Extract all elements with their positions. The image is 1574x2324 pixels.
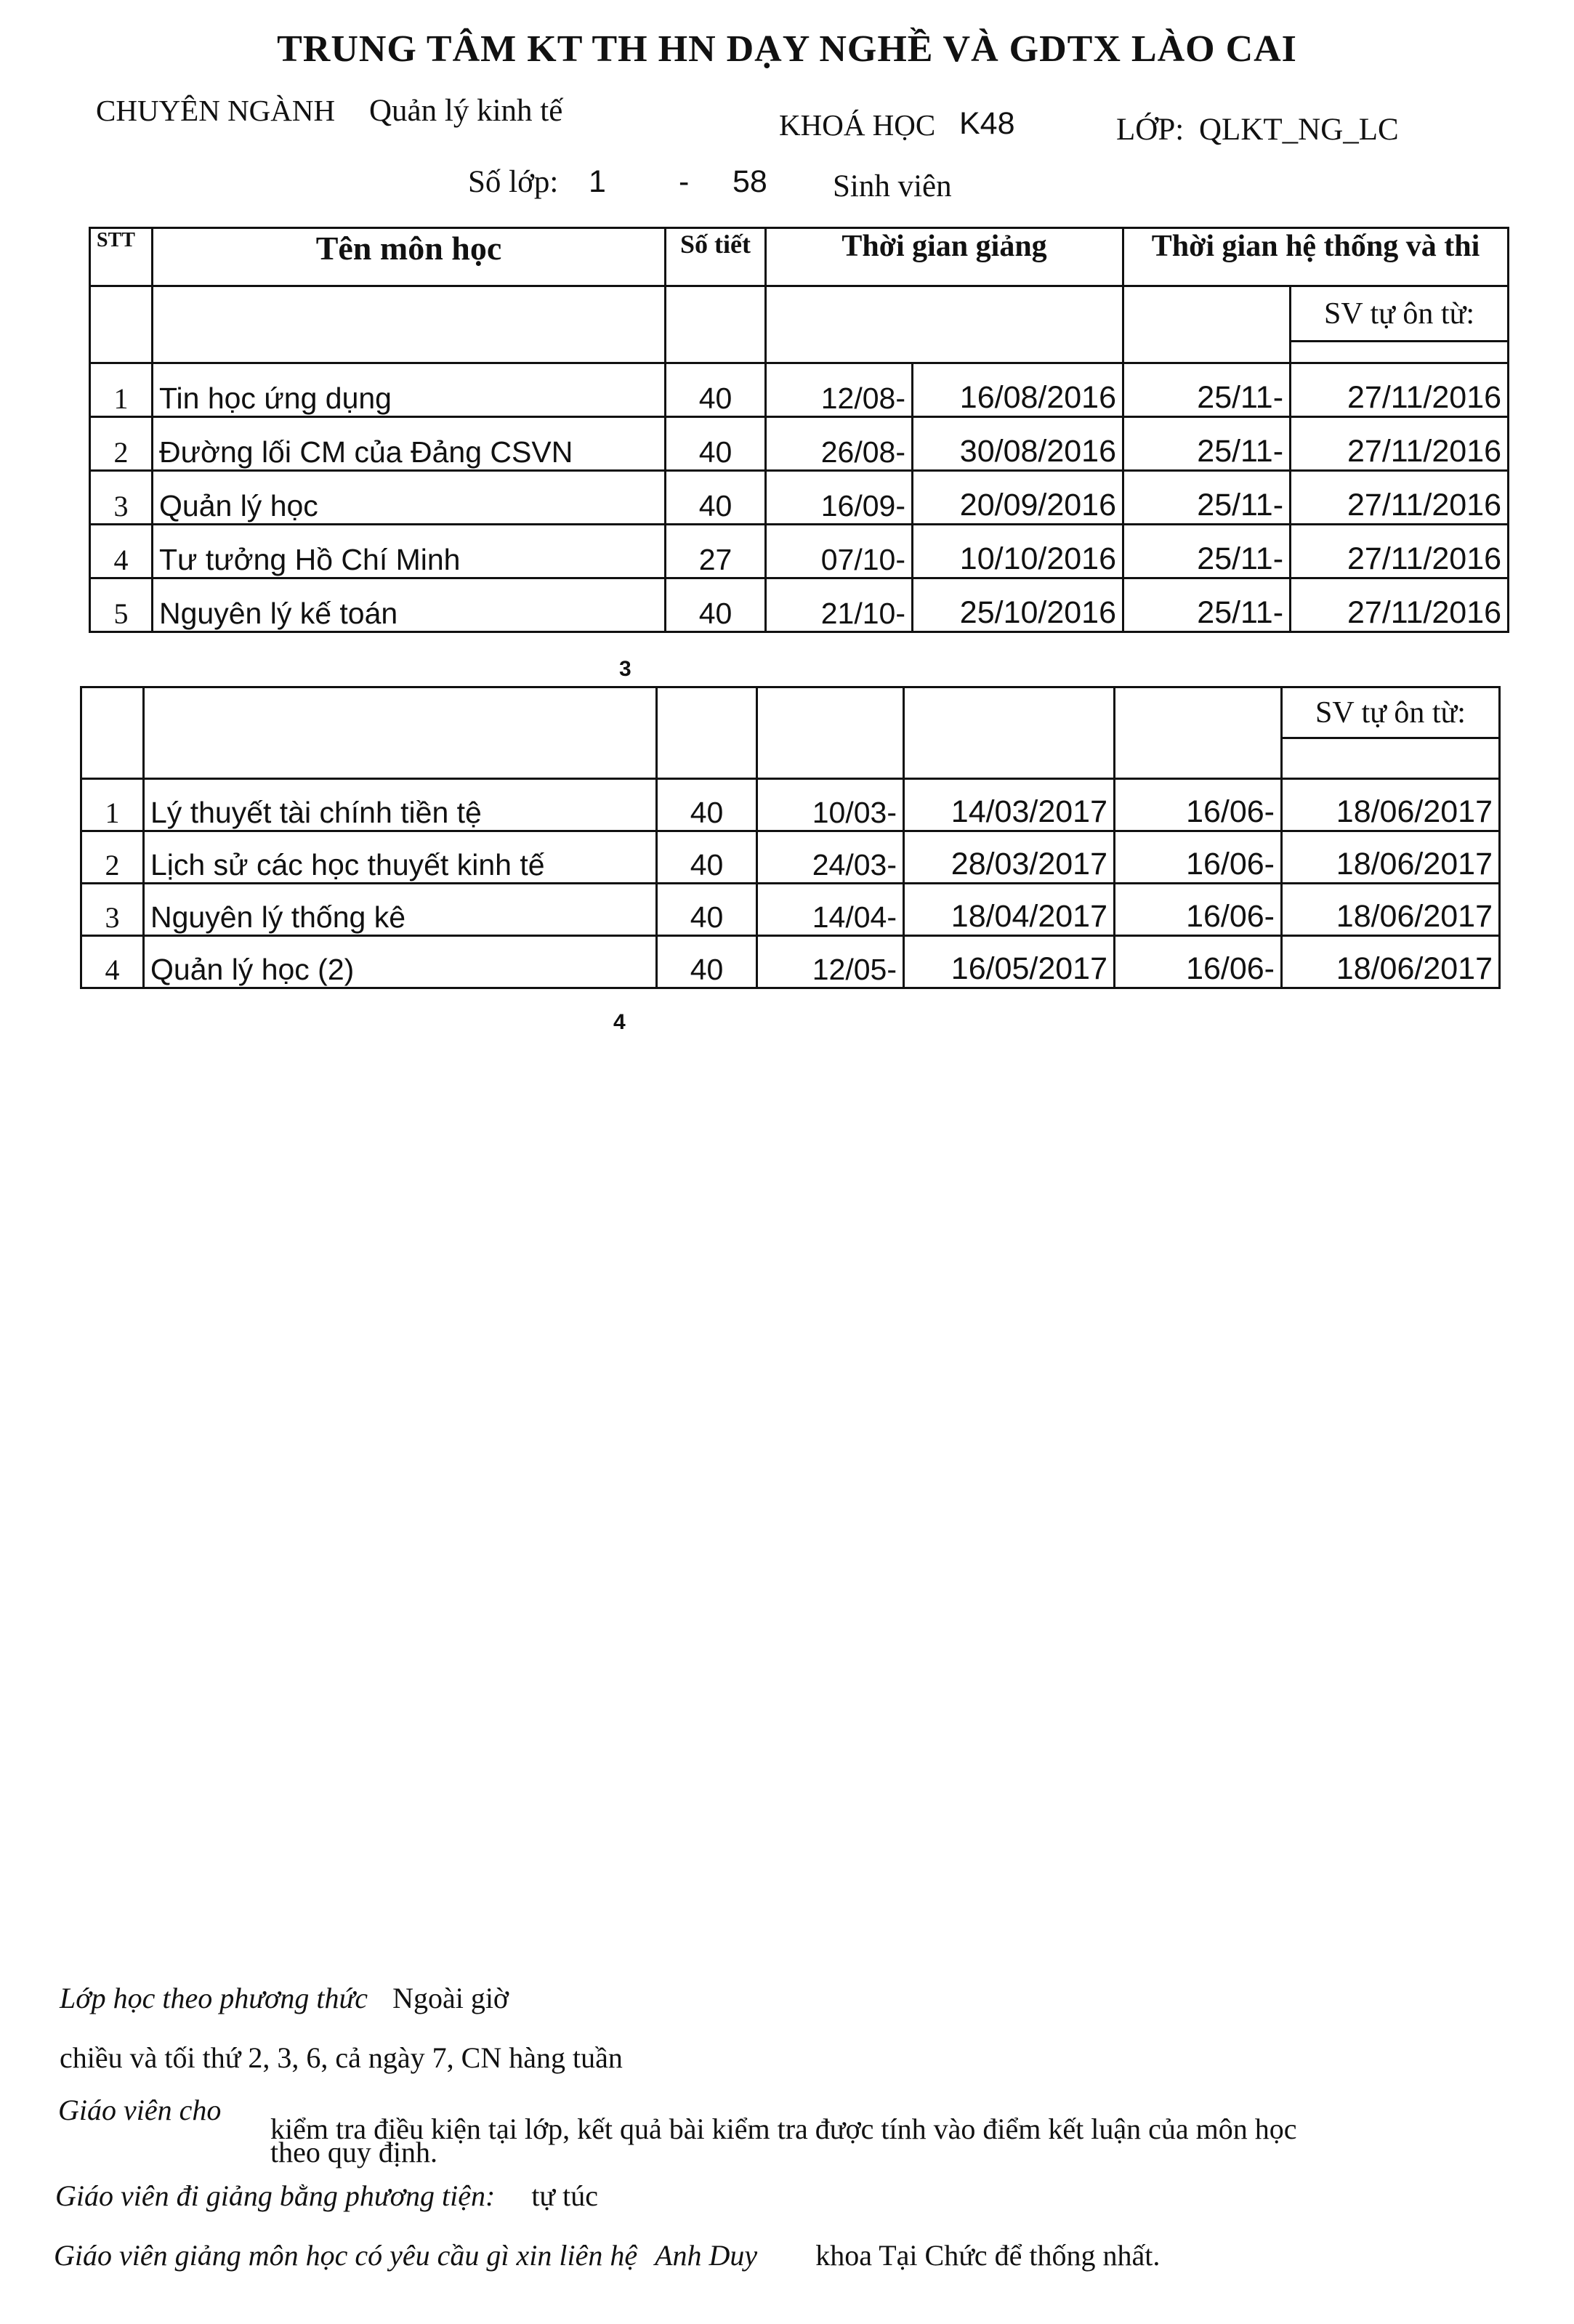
- self-review-label: SV tự ôn từ:: [1291, 286, 1509, 342]
- course-label: KHOÁ HỌC: [779, 108, 936, 142]
- subject-name: Lịch sử các học thuyết kinh tế: [144, 831, 657, 884]
- table-row: [90, 417, 1509, 471]
- schedule-table-2: [80, 686, 1501, 989]
- teach-to: 14/03/2017: [904, 779, 1115, 831]
- table-row: [90, 471, 1509, 525]
- row-stt: 3: [81, 884, 144, 936]
- teach-to: 10/10/2016: [913, 525, 1123, 578]
- contact-name: Anh Duy: [655, 2239, 758, 2272]
- class-number-value: 1: [589, 164, 606, 199]
- teacher-check-label: Giáo viên cho: [58, 2094, 222, 2126]
- subheader-row: [81, 687, 1500, 738]
- subject-name: Nguyên lý kế toán: [153, 578, 666, 632]
- schedule-table-1: [89, 227, 1509, 633]
- teach-from: 12/05-: [757, 936, 904, 988]
- students-label: Sinh viên: [833, 169, 952, 203]
- table-row: [90, 363, 1509, 417]
- row-stt: 2: [81, 831, 144, 884]
- teach-from: 10/03-: [757, 779, 904, 831]
- subject-header: Tên môn học: [153, 228, 666, 286]
- exam-to: 27/11/2016: [1291, 525, 1509, 578]
- exam-from: 25/11-: [1123, 471, 1291, 525]
- subject-name: Quản lý học (2): [144, 936, 657, 988]
- table-row: [81, 779, 1500, 831]
- exam-from: 16/06-: [1115, 779, 1282, 831]
- teach-to: 20/09/2016: [913, 471, 1123, 525]
- exam-from: 25/11-: [1123, 578, 1291, 632]
- subject-name: Tư tưởng Hồ Chí Minh: [153, 525, 666, 578]
- exam-from: 16/06-: [1115, 936, 1282, 988]
- study-mode-line: [60, 1981, 509, 2015]
- transport-line: [55, 2179, 598, 2213]
- exam-to: 18/06/2017: [1282, 884, 1500, 936]
- subject-name: Tin học ứng dụng: [153, 363, 666, 417]
- teacher-check-line1: kiểm tra điều kiện tại lớp, kết quả bài kiểm tra được tính vào điểm kết luận của môn học: [270, 2113, 1297, 2145]
- exam-to: 27/11/2016: [1291, 363, 1509, 417]
- exam-from: 16/06-: [1115, 831, 1282, 884]
- table-row: [81, 884, 1500, 936]
- schedule-text: chiều và tối thứ 2, 3, 6, cả ngày 7, CN hàng tuần: [60, 2041, 623, 2074]
- row-stt: 4: [90, 525, 153, 578]
- exam-from: 16/06-: [1115, 884, 1282, 936]
- teach-from: 21/10-: [766, 578, 913, 632]
- teaching-time-header: Thời gian giảng: [766, 228, 1123, 286]
- periods: 40: [657, 779, 757, 831]
- teach-from: 26/08-: [766, 417, 913, 471]
- study-mode-value: Ngoài giờ: [392, 1982, 509, 2014]
- course-value: K48: [959, 106, 1015, 141]
- periods-header: Số tiết: [666, 228, 766, 286]
- contact-label: Giáo viên giảng môn học có yêu cầu gì xin liên hệ: [54, 2239, 638, 2272]
- teach-to: 28/03/2017: [904, 831, 1115, 884]
- table-row: [81, 936, 1500, 988]
- page-number: 3: [619, 657, 631, 681]
- contact-line: [54, 2238, 1160, 2272]
- row-stt: 4: [81, 936, 144, 988]
- teach-to: 16/08/2016: [913, 363, 1123, 417]
- teach-from: 24/03-: [757, 831, 904, 884]
- periods: 40: [666, 417, 766, 471]
- periods: 40: [657, 884, 757, 936]
- subject-name: Quản lý học: [153, 471, 666, 525]
- stt-header: STT: [90, 228, 153, 286]
- teach-from: 07/10-: [766, 525, 913, 578]
- subject-name: Nguyên lý thống kê: [144, 884, 657, 936]
- table-row: [90, 578, 1509, 632]
- periods: 40: [657, 831, 757, 884]
- major-label: CHUYÊN NGÀNH: [96, 94, 336, 127]
- periods: 27: [666, 525, 766, 578]
- teach-to: 25/10/2016: [913, 578, 1123, 632]
- students-count: 58: [732, 164, 767, 199]
- row-stt: 2: [90, 417, 153, 471]
- subject-name: Đường lối CM của Đảng CSVN: [153, 417, 666, 471]
- class-number-label: Số lớp:: [468, 165, 559, 199]
- subheader-row: [90, 286, 1509, 342]
- teach-to: 16/05/2017: [904, 936, 1115, 988]
- subject-name: Lý thuyết tài chính tiền tệ: [144, 779, 657, 831]
- periods: 40: [666, 578, 766, 632]
- teach-to: 18/04/2017: [904, 884, 1115, 936]
- table-row: [90, 525, 1509, 578]
- document-title: TRUNG TÂM KT TH HN DẠY NGHỀ VÀ GDTX LÀO CAI: [277, 28, 1297, 70]
- self-review-label: SV tự ôn từ:: [1282, 687, 1500, 738]
- teach-from: 14/04-: [757, 884, 904, 936]
- periods: 40: [657, 936, 757, 988]
- exam-from: 25/11-: [1123, 363, 1291, 417]
- exam-to: 27/11/2016: [1291, 417, 1509, 471]
- dash: -: [679, 164, 690, 199]
- row-stt: 3: [90, 471, 153, 525]
- page-number: 4: [613, 1010, 626, 1034]
- teach-to: 30/08/2016: [913, 417, 1123, 471]
- major-value: Quản lý kinh tế: [369, 94, 563, 128]
- row-stt: 1: [90, 363, 153, 417]
- row-stt: 1: [81, 779, 144, 831]
- contact-suffix: khoa Tại Chức để thống nhất.: [815, 2239, 1161, 2272]
- header-row: [90, 228, 1509, 286]
- teach-from: 16/09-: [766, 471, 913, 525]
- exam-to: 27/11/2016: [1291, 578, 1509, 632]
- row-stt: 5: [90, 578, 153, 632]
- exam-from: 25/11-: [1123, 417, 1291, 471]
- exam-to: 18/06/2017: [1282, 936, 1500, 988]
- teach-from: 12/08-: [766, 363, 913, 417]
- review-exam-time-header: Thời gian hệ thống và thi: [1123, 228, 1509, 286]
- periods: 40: [666, 471, 766, 525]
- exam-to: 27/11/2016: [1291, 471, 1509, 525]
- class-value: QLKT_NG_LC: [1199, 113, 1399, 147]
- teacher-check-line2: theo quy định.: [270, 2136, 437, 2168]
- table-row: [81, 831, 1500, 884]
- transport-label: Giáo viên đi giảng bằng phương tiện:: [55, 2179, 496, 2212]
- transport-value: tự túc: [531, 2179, 598, 2212]
- study-mode-label: Lớp học theo phương thức: [60, 1982, 368, 2014]
- exam-from: 25/11-: [1123, 525, 1291, 578]
- class-label: LỚP:: [1116, 113, 1184, 147]
- periods: 40: [666, 363, 766, 417]
- exam-to: 18/06/2017: [1282, 831, 1500, 884]
- exam-to: 18/06/2017: [1282, 779, 1500, 831]
